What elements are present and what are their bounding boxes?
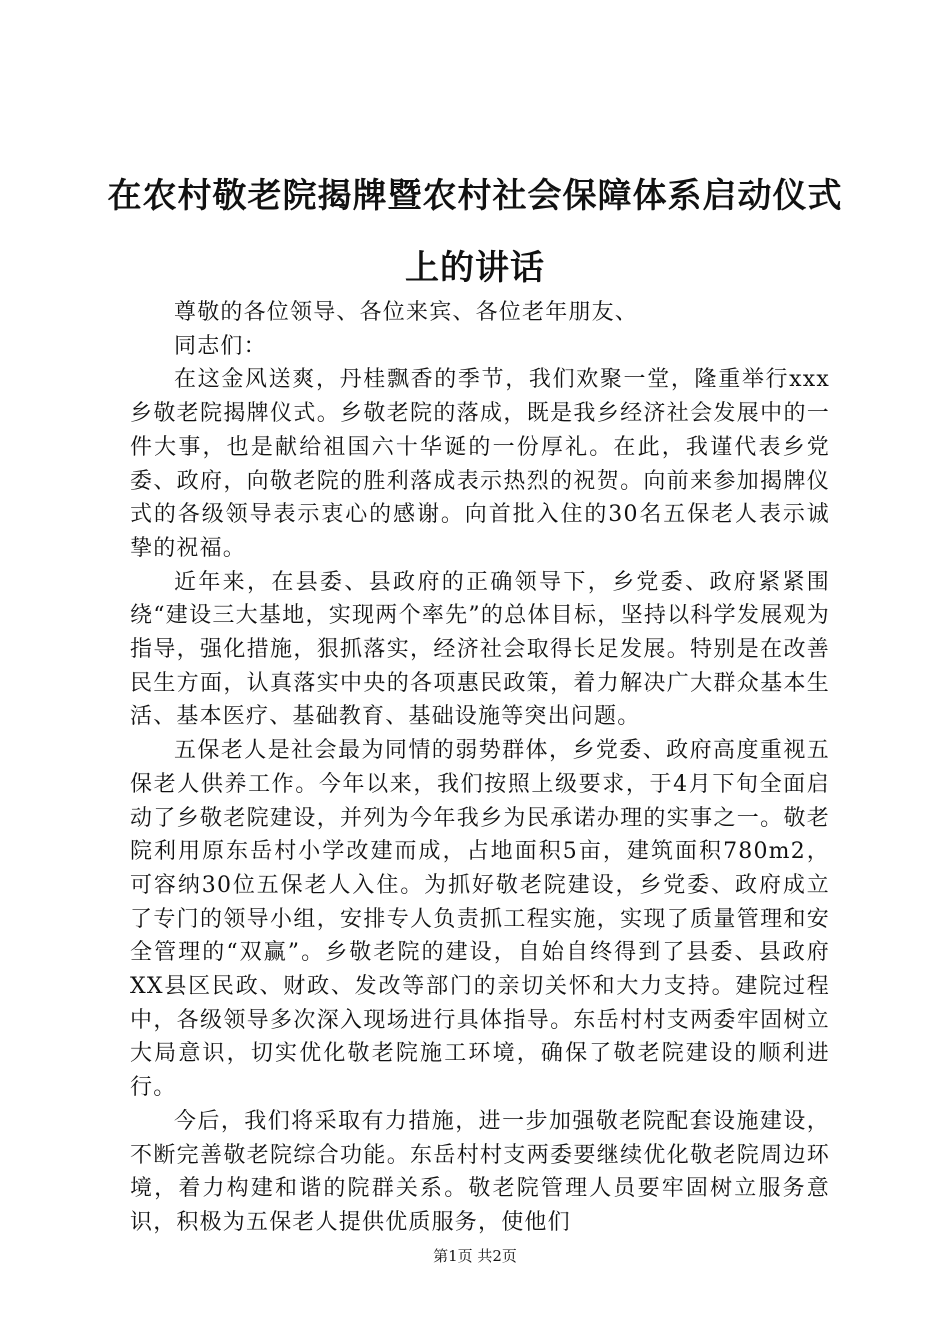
paragraph-4: 今后，我们将采取有力措施，进一步加强敬老院配套设施建设，不断完善敬老院综合功能。东岳村村支两委要继续优化敬老院周边环境，着力构建和谐的院群关系。敬老院管理人员要牢固树立服务意识，积极为五保老人提供优质服务，使他们	[130, 1108, 830, 1235]
page-number: 第1页 共2页	[433, 1247, 517, 1265]
salutation-line-2: 同志们：	[174, 333, 267, 359]
document-title: 在农村敬老院揭牌暨农村社会保障体系启动仪式上的讲话	[107, 176, 843, 288]
paragraph-2: 近年来，在县委、县政府的正确领导下，乡党委、政府紧紧围绕“建设三大基地，实现两个率先”的总体目标，坚持以科学发展观为指导，强化措施，狠抓落实，经济社会取得长足发展。特别是在改善民生方面，认真落实中央的各项惠民政策，着力解决广大群众基本生活、基本医疗、基础教育、基础设施等突出问题。	[130, 569, 830, 730]
document-body	[130, 296, 830, 1240]
salutation-line-1: 尊敬的各位领导、各位来宾、各位老年朋友、	[174, 300, 639, 325]
paragraph-1: 在这金风送爽，丹桂飘香的季节，我们欢聚一堂，隆重举行xxx乡敬老院揭牌仪式。乡敬老院的落成，既是我乡经济社会发展中的一件大事，也是献给祖国六十华诞的一份厚礼。在此，我谨代表乡党委、政府，向敬老院的胜利落成表示热烈的祝贺。向前来参加揭牌仪式的各级领导表示衷心的感谢。向首批入住的30名五保老人表示诚挚的祝福。	[130, 367, 830, 561]
paragraph-3: 五保老人是社会最为同情的弱势群体，乡党委、政府高度重视五保老人供养工作。今年以来，我们按照上级要求，于4月下旬全面启动了乡敬老院建设，并列为今年我乡为民承诺办理的实事之一。敬老院利用原东岳村小学改建而成，占地面积5亩，建筑面积780m2，可容纳30位五保老人入住。为抓好敬老院建设，乡党委、政府成立了专门的领导小组，安排专人负责抓工程实施，实现了质量管理和安全管理的“双赢”。乡敬老院的建设，自始自终得到了县委、县政府XX县区民政、财政、发改等部门的亲切关怀和大力支持。建院过程中，各级领导多次深入现场进行具体指导。东岳村村支两委牢固树立大局意识，切实优化敬老院施工环境，确保了敬老院建设的顺利进行。	[130, 738, 830, 1101]
page-footer	[0, 1246, 950, 1266]
